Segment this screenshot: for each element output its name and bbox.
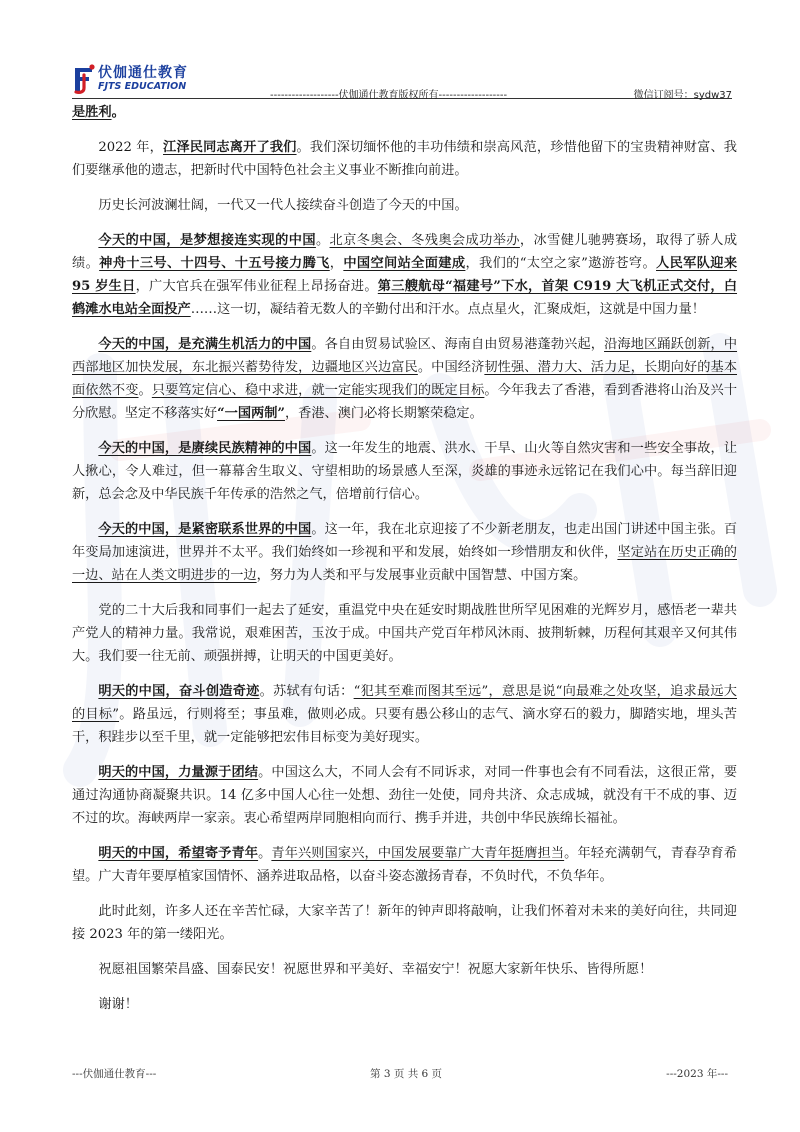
text-span: 。各自由贸易试验区、海南自由贸易港蓬勃兴起， <box>311 337 605 352</box>
emphasis-text: 人民军队迎来 95 岁生日 <box>72 256 738 294</box>
section-heading: 明天的中国，奋斗创造奇迹 <box>98 684 260 699</box>
text-span: ，努力为人类和平与发展事业贡献中国智慧、中国方案。 <box>256 568 587 583</box>
text-span: 。这一年发生的地震、洪水、干旱、山火等自然灾害和一些安全事故，让人揪心，令人难过，但一幕幕舍生取义、守望相助的场景感人至深，炎雄的事迹永远铭记在我们心中。每当辞旧迎新，总会念及中华民族千年传承的浩然之气，倍增前行信心。 <box>72 441 738 502</box>
text-span: 。苏轼有句话： <box>259 684 354 699</box>
text-span: 历史长河波澜壮阔，一代又一代人接续奋斗创造了今天的中国。 <box>98 198 468 213</box>
underlined-text: 青年兴则国家兴，中国发展要靠广大青年挺膺担当 <box>271 846 565 861</box>
text-span: ……这一切，凝结着无数人的辛勤付出和汗水。点点星火，汇聚成炬，这就是中国力量！ <box>190 302 705 317</box>
text-span: ，冰雪健儿驰骋赛场，取得了骄人成绩。 <box>72 233 738 271</box>
emphasis-text: 第三艘航母“福建号”下水，首架 C919 大飞机正式交付，白鹤滩水电站全面投产 <box>72 279 738 317</box>
text-span: ，我们的“太空之家”遨游苍穹。 <box>465 256 657 271</box>
text-span: 。今年我去了香港，看到香港将山治及兴十分欣慰。坚定不移落实好 <box>72 383 738 421</box>
footer-left: ---伏伽通仕教育--- <box>72 1068 157 1080</box>
text-span: 。中国经济 <box>417 360 485 375</box>
text-span: ，香港、澳门必将长期繁荣稳定。 <box>284 406 483 421</box>
underlined-text: 北京冬奥会、冬残奥会成功举办 <box>329 233 520 248</box>
text-span: 。中国这么大，不同人会有不同诉求，对同一件事也会有不同看法，这很正常，要通过沟通协商凝聚共识。14 亿多中国人心往一处想、劲往一处使，同舟共济、众志成城，就没有干不成的事、迈不过的坎。海峡两岸一家亲。衷心希望两岸同胞相向而行、携手并进，共创中华民族绵长福祉。 <box>72 765 738 826</box>
paragraph-7 <box>72 599 737 668</box>
text-span: 。路虽远，行则将至；事虽难，做则必成。只要有愚公移山的志气、滴水穿石的毅力，脚踏实地，埋头苦干，积跬步以至千里，就一定能够把宏伟目标变为美好现实。 <box>72 707 737 745</box>
footer-right: ---2023 年--- <box>666 1068 728 1080</box>
paragraph-13 <box>72 993 737 1016</box>
text-span: 祝愿祖国繁荣昌盛、国泰民安！祝愿世界和平美好、幸福安宁！祝愿大家新年快乐、皆得所愿！ <box>98 962 653 977</box>
paragraph-1 <box>72 136 737 182</box>
wechat-subscription: 微信订阅号：sydw37 <box>633 90 732 101</box>
paragraph-8 <box>72 680 737 749</box>
paragraph-9 <box>72 761 737 830</box>
underlined-text: 韧性强、潜力大、活力足，长期向好的基本面依然不变 <box>72 360 738 398</box>
text-span: ， <box>329 256 344 271</box>
text-span: 。 <box>315 233 330 248</box>
text-span: ，广大官兵在强军伟业征程上昂扬奋进。 <box>135 279 378 294</box>
page-header <box>72 62 732 102</box>
emphasis-text: 是胜利 <box>72 105 112 120</box>
section-heading: 今天的中国，是紧密联系世界的中国 <box>98 522 312 537</box>
page-number: 第 3 页 共 6 页 <box>370 1068 443 1080</box>
underlined-text: 只要笃定信心、稳中求进，就一定能实现我们的既定目标 <box>151 383 485 398</box>
text-span: 。这一年，我在北京迎接了不少新老朋友，也走出国门讲述中国主张。百年变局加速演进，世界并不太平。我们始终如一珍视和平和发展，始终如一珍惜朋友和伙伴， <box>72 522 738 560</box>
underlined-text: “犯其至难而图其至远”，意思是说“向最难之处攻坚，追求最远大的目标” <box>72 684 737 722</box>
section-heading: 明天的中国，希望寄予青年 <box>98 846 259 861</box>
paragraph-4 <box>72 333 737 425</box>
emphasis-text: 中国空间站全面建成 <box>343 256 466 271</box>
text-span: 。 <box>138 383 152 398</box>
emphasis-text: 神舟十三号、十四号、十五号接力腾飞 <box>99 256 330 271</box>
underlined-text: 坚定站在历史正确的一边、站在人类文明进步的一边 <box>72 545 737 583</box>
paragraph-5 <box>72 437 737 506</box>
copyright-notice: -------------------伏伽通仕教育版权所有------------------- <box>270 90 508 101</box>
paragraph-10 <box>72 842 737 888</box>
underlined-text: 沿海地区踊跃创新，中西部地区加快发展，东北振兴蓄势待发，边疆地区兴边富民 <box>72 337 738 375</box>
paragraph-12 <box>72 958 737 981</box>
paragraph-2 <box>72 194 737 217</box>
text-span: 。我们深切缅怀他的丰功伟绩和崇高风范，珍惜他留下的宝贵精神财富、我们要继承他的遗志，把新时代中国特色社会主义事业不断推向前进。 <box>72 140 737 178</box>
text-span: 此时此刻，许多人还在辛苦忙碌，大家辛苦了！新年的钟声即将敲响，让我们怀着对未来的美好向往，共同迎接 2023 年的第一缕阳光。 <box>72 904 737 942</box>
text-span: 。 <box>111 105 125 120</box>
section-heading: 今天的中国，是充满生机活力的中国 <box>98 337 312 352</box>
emphasis-text: “一国两制” <box>217 406 285 421</box>
paragraph-11 <box>72 900 737 946</box>
paragraph-0 <box>72 101 737 124</box>
document-body <box>72 101 737 1028</box>
section-heading: 今天的中国，是赓续民族精神的中国 <box>98 441 312 456</box>
section-heading: 明天的中国，力量源于团结 <box>98 765 259 780</box>
section-heading: 今天的中国，是梦想接连实现的中国 <box>98 233 316 248</box>
logo-english-text: FJTS EDUCATION <box>98 81 187 92</box>
text-span: 。年轻充满朝气，青春孕育希望。广大青年要厚植家国情怀、涵养进取品格，以奋斗姿态激扬青春，不负时代，不负华年。 <box>72 846 738 884</box>
paragraph-3 <box>72 229 737 321</box>
fjts-logo-icon <box>72 64 96 94</box>
emphasis-text: 江泽民同志离开了我们 <box>163 140 297 155</box>
text-span: 。 <box>258 846 272 861</box>
text-span: 党的二十大后我和同事们一起去了延安，重温党中央在延安时期战胜世所罕见困难的光辉岁月，感悟老一辈共产党人的精神力量。我常说，艰难困苦，玉汝于成。中国共产党百年栉风沐雨、披荆斩棘，历程何其艰辛又何其伟大。我们要一往无前、顽强拼搏，让明天的中国更美好。 <box>72 603 737 664</box>
logo-chinese-text: 伏伽通仕教育 <box>98 65 188 81</box>
text-span: 2022 年， <box>98 140 164 155</box>
text-span: 谢谢！ <box>98 997 138 1012</box>
paragraph-6 <box>72 518 737 587</box>
